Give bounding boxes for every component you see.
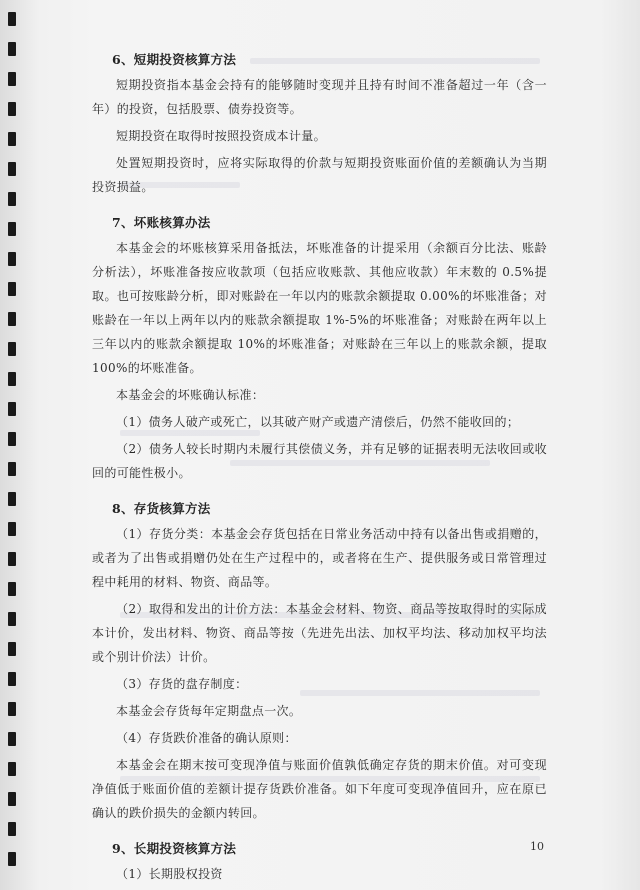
binding-hole: [8, 162, 16, 176]
paragraph: （2）取得和发出的计价方法：本基金会材料、物资、商品等按取得时的实际成本计价，发出材料、物资、商品等按（先进先出法、加权平均法、移动加权平均法或个别计价法）计价。: [92, 602, 547, 664]
binding-hole: [8, 372, 16, 386]
binding-hole: [8, 642, 16, 656]
paragraph: （4）存货跌价准备的确认原则：: [116, 731, 297, 745]
binding-hole: [8, 612, 16, 626]
binding-hole: [8, 492, 16, 506]
paragraph: （1）长期股权投资: [116, 867, 223, 881]
paragraph: 本基金会存货每年定期盘点一次。: [116, 704, 302, 718]
paragraph: （2）债务人较长时期内未履行其偿债义务，并有足够的证据表明无法收回或收回的可能性极小。: [92, 442, 547, 480]
document-body: [92, 50, 547, 886]
binding-hole: [8, 42, 16, 56]
binding-hole: [8, 672, 16, 686]
binding-hole: [8, 132, 16, 146]
section-heading: 7、坏账核算办法: [112, 215, 211, 230]
binding-hole: [8, 252, 16, 266]
binding-hole: [8, 192, 16, 206]
binding-hole: [8, 792, 16, 806]
paragraph: 本基金会的坏账确认标准：: [116, 388, 265, 402]
section-heading: 8、存货核算方法: [112, 501, 211, 516]
binding-hole: [8, 852, 16, 866]
section-short-term-investment: [92, 50, 547, 199]
paragraph: 短期投资在取得时按照投资成本计量。: [116, 129, 326, 143]
binding-hole: [8, 462, 16, 476]
section-long-term-investment: [92, 839, 547, 886]
section-inventory: [92, 499, 547, 825]
binding-hole: [8, 732, 16, 746]
section-bad-debt: [92, 213, 547, 485]
section-heading: 9、长期投资核算方法: [112, 841, 237, 856]
binding-hole: [8, 402, 16, 416]
binding-hole: [8, 102, 16, 116]
paragraph: （1）存货分类：本基金会存货包括在日常业务活动中持有以备出售或捐赠的，或者为了出售或捐赠仍处在生产过程中的，或者将在生产、提供服务或日常管理过程中耗用的材料、物资、商品等。: [92, 527, 547, 589]
binding-hole: [8, 702, 16, 716]
paragraph: （1）债务人破产或死亡，以其破产财产或遗产清偿后，仍然不能收回的；: [116, 415, 520, 429]
binding-hole: [8, 522, 16, 536]
binding-hole: [8, 282, 16, 296]
paragraph: （3）存货的盘存制度：: [116, 677, 248, 691]
paragraph: 短期投资指本基金会持有的能够随时变现并且持有时间不准备超过一年（含一年）的投资，包括股票、债券投资等。: [92, 78, 547, 116]
binding-hole: [8, 12, 16, 26]
binding-hole: [8, 72, 16, 86]
binding-hole: [8, 312, 16, 326]
binding-hole: [8, 762, 16, 776]
paragraph: 本基金会的坏账核算采用备抵法，坏账准备的计提采用（余额百分比法、账龄分析法），坏账准备按应收款项（包括应收账款、其他应收款）年末数的 0.5%提取。也可按账龄分析，即对账龄在一年以内的账款余额提取 0.00%的坏账准备；对账龄在一年以上两年以内的账款余额提取 1%-5%的坏账准备；对账龄在两年以上三年以内的账款余额提取 10%的坏账准备；对账龄在三年以上的账款余额，提取 100%的坏账准备。: [92, 241, 547, 375]
binding-hole: [8, 222, 16, 236]
binding-hole: [8, 822, 16, 836]
binding-hole: [8, 342, 16, 356]
binding-holes: [0, 0, 26, 890]
section-heading: 6、短期投资核算方法: [112, 52, 237, 67]
binding-hole: [8, 582, 16, 596]
paragraph: 本基金会在期末按可变现净值与账面价值孰低确定存货的期末价值。对可变现净值低于账面价值的差额计提存货跌价准备。如下年度可变现净值回升，应在原已确认的跌价损失的金额内转回。: [92, 758, 547, 820]
binding-hole: [8, 432, 16, 446]
paragraph: 处置短期投资时，应将实际取得的价款与短期投资账面价值的差额确认为当期投资损益。: [92, 156, 547, 194]
page-number: 10: [530, 840, 544, 853]
binding-hole: [8, 552, 16, 566]
